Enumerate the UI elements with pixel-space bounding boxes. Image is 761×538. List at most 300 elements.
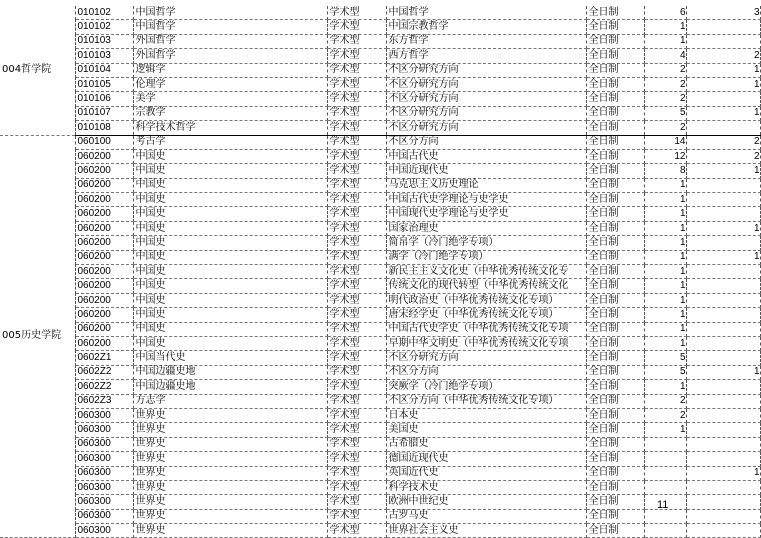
exempt-count: 1 — [686, 365, 760, 379]
research-direction: 不区分方向 — [386, 135, 586, 149]
degree-type: 学术型 — [327, 394, 386, 408]
program-code: 0602Z3 — [75, 394, 133, 408]
exempt-count — [686, 193, 760, 207]
research-direction: 中国宗教哲学 — [386, 20, 586, 34]
degree-type: 学术型 — [327, 437, 386, 451]
table-row — [0, 106, 760, 120]
degree-type: 学术型 — [327, 149, 386, 163]
exempt-count: 2 — [686, 149, 760, 163]
study-mode: 全日制 — [586, 480, 644, 494]
major-name: 方志学 — [133, 394, 327, 408]
college-name: 005历史学院 — [0, 135, 75, 538]
study-mode: 全日制 — [586, 178, 644, 192]
degree-type: 学术型 — [327, 380, 386, 394]
major-name: 中国哲学 — [133, 6, 327, 20]
quota-count: 2 — [644, 121, 686, 135]
program-code: 060200 — [75, 322, 133, 336]
major-name: 逻辑学 — [133, 63, 327, 77]
table-row — [0, 135, 760, 149]
degree-type: 学术型 — [327, 365, 386, 379]
major-name: 外国哲学 — [133, 49, 327, 63]
table-row — [0, 495, 760, 509]
exempt-count: 3 — [686, 6, 760, 20]
degree-type: 学术型 — [327, 77, 386, 91]
exempt-count — [686, 351, 760, 365]
study-mode: 全日制 — [586, 452, 644, 466]
quota-count: 1 — [644, 293, 686, 307]
program-code: 060100 — [75, 135, 133, 149]
major-name: 中国史 — [133, 293, 327, 307]
study-mode: 全日制 — [586, 20, 644, 34]
quota-count: 8 — [644, 164, 686, 178]
table-row — [0, 149, 760, 163]
quota-count — [644, 466, 686, 480]
major-name: 世界史 — [133, 423, 327, 437]
degree-type: 学术型 — [327, 250, 386, 264]
research-direction: 不区分方向 — [386, 365, 586, 379]
study-mode: 全日制 — [586, 336, 644, 350]
quota-count: 1 — [644, 193, 686, 207]
research-direction: 中国古代史学史（中华优秀传统文化专项 — [386, 322, 586, 336]
exempt-count — [686, 34, 760, 48]
quota-count — [644, 452, 686, 466]
study-mode: 全日制 — [586, 351, 644, 365]
major-name: 世界史 — [133, 408, 327, 422]
study-mode: 全日制 — [586, 509, 644, 523]
exempt-count — [686, 265, 760, 279]
study-mode: 全日制 — [586, 293, 644, 307]
research-direction: 美国史 — [386, 423, 586, 437]
research-direction: 古希腊史 — [386, 437, 586, 451]
quota-count — [644, 480, 686, 494]
program-code: 060200 — [75, 279, 133, 293]
study-mode: 全日制 — [586, 265, 644, 279]
program-code: 060300 — [75, 480, 133, 494]
table-row — [0, 452, 760, 466]
program-code: 060300 — [75, 408, 133, 422]
program-code: 060300 — [75, 466, 133, 480]
research-direction: 不区分研究方向 — [386, 77, 586, 91]
program-code: 010103 — [75, 49, 133, 63]
exempt-count — [686, 380, 760, 394]
degree-type: 学术型 — [327, 336, 386, 350]
major-name: 世界史 — [133, 509, 327, 523]
exempt-count — [686, 394, 760, 408]
study-mode: 全日制 — [586, 437, 644, 451]
study-mode: 全日制 — [586, 221, 644, 235]
quota-count: 1 — [644, 236, 686, 250]
exempt-count: 1 — [686, 106, 760, 120]
degree-type: 学术型 — [327, 6, 386, 20]
degree-type: 学术型 — [327, 164, 386, 178]
degree-type: 学术型 — [327, 524, 386, 538]
exempt-count: 1 — [686, 221, 760, 235]
program-code: 060200 — [75, 293, 133, 307]
study-mode: 全日制 — [586, 308, 644, 322]
research-direction: 科学技术史 — [386, 480, 586, 494]
major-name: 世界史 — [133, 466, 327, 480]
program-code: 060200 — [75, 178, 133, 192]
table-row — [0, 92, 760, 106]
table-row — [0, 308, 760, 322]
major-name: 中国史 — [133, 322, 327, 336]
study-mode: 全日制 — [586, 423, 644, 437]
degree-type: 学术型 — [327, 293, 386, 307]
table-row — [0, 221, 760, 235]
research-direction: 世界社会主义史 — [386, 524, 586, 538]
research-direction: 国家治理史 — [386, 221, 586, 235]
research-direction: 欧洲中世纪史 — [386, 495, 586, 509]
page-number: 11 — [657, 499, 669, 511]
degree-type: 学术型 — [327, 135, 386, 149]
program-code: 060300 — [75, 452, 133, 466]
research-direction: 中国哲学 — [386, 6, 586, 20]
quota-count: 2 — [644, 63, 686, 77]
quota-count: 1 — [644, 322, 686, 336]
degree-type: 学术型 — [327, 236, 386, 250]
table-row — [0, 509, 760, 523]
quota-count: 1 — [644, 207, 686, 221]
quota-count: 1 — [644, 279, 686, 293]
exempt-count: 1 — [686, 63, 760, 77]
exempt-count — [686, 509, 760, 523]
exempt-count: 2 — [686, 135, 760, 149]
degree-type: 学术型 — [327, 466, 386, 480]
table-row — [0, 207, 760, 221]
program-code: 060300 — [75, 437, 133, 451]
major-name: 中国史 — [133, 149, 327, 163]
research-direction: 西方哲学 — [386, 49, 586, 63]
table-row — [0, 480, 760, 494]
table-row — [0, 279, 760, 293]
research-direction: 东方哲学 — [386, 34, 586, 48]
research-direction: 唐宋经学史（中华优秀传统文化专项） — [386, 308, 586, 322]
study-mode: 全日制 — [586, 207, 644, 221]
quota-count: 2 — [644, 394, 686, 408]
program-code: 060200 — [75, 207, 133, 221]
study-mode: 全日制 — [586, 193, 644, 207]
study-mode: 全日制 — [586, 394, 644, 408]
research-direction: 不区分研究方向 — [386, 63, 586, 77]
program-code: 060300 — [75, 495, 133, 509]
quota-count: 1 — [644, 308, 686, 322]
table-row — [0, 236, 760, 250]
degree-type: 学术型 — [327, 408, 386, 422]
study-mode: 全日制 — [586, 149, 644, 163]
study-mode: 全日制 — [586, 164, 644, 178]
program-code: 060200 — [75, 221, 133, 235]
exempt-count — [686, 121, 760, 135]
major-name: 中国史 — [133, 279, 327, 293]
degree-type: 学术型 — [327, 20, 386, 34]
major-name: 中国史 — [133, 265, 327, 279]
table-row — [0, 380, 760, 394]
table-row — [0, 322, 760, 336]
program-code: 060200 — [75, 265, 133, 279]
enrollment-table — [0, 6, 761, 538]
program-code: 0602Z2 — [75, 380, 133, 394]
quota-count: 14 — [644, 135, 686, 149]
research-direction: 不区分研究方向 — [386, 92, 586, 106]
program-code: 010103 — [75, 34, 133, 48]
major-name: 伦理学 — [133, 77, 327, 91]
quota-count: 1 — [644, 423, 686, 437]
program-code: 060200 — [75, 164, 133, 178]
table-row — [0, 20, 760, 34]
study-mode: 全日制 — [586, 365, 644, 379]
quota-count: 5 — [644, 351, 686, 365]
degree-type: 学术型 — [327, 106, 386, 120]
program-code: 060200 — [75, 193, 133, 207]
research-direction: 突厥学（冷门绝学专项） — [386, 380, 586, 394]
table-row — [0, 265, 760, 279]
study-mode: 全日制 — [586, 92, 644, 106]
study-mode: 全日制 — [586, 408, 644, 422]
research-direction: 明代政治史（中华优秀传统文化专项） — [386, 293, 586, 307]
research-direction: 英国近代史 — [386, 466, 586, 480]
quota-count: 6 — [644, 6, 686, 20]
quota-count: 1 — [644, 34, 686, 48]
quota-count: 1 — [644, 20, 686, 34]
study-mode: 全日制 — [586, 121, 644, 135]
program-code: 0602Z1 — [75, 351, 133, 365]
study-mode: 全日制 — [586, 49, 644, 63]
major-name: 中国哲学 — [133, 20, 327, 34]
quota-count: 1 — [644, 221, 686, 235]
table-body — [0, 6, 760, 538]
exempt-count: 2 — [686, 49, 760, 63]
quota-count: 2 — [644, 92, 686, 106]
research-direction: 中国现代史学理论与史学史 — [386, 207, 586, 221]
exempt-count — [686, 279, 760, 293]
quota-count: 2 — [644, 408, 686, 422]
major-name: 世界史 — [133, 480, 327, 494]
table-row — [0, 63, 760, 77]
table-row — [0, 34, 760, 48]
degree-type: 学术型 — [327, 193, 386, 207]
degree-type: 学术型 — [327, 351, 386, 365]
table-row — [0, 193, 760, 207]
major-name: 世界史 — [133, 437, 327, 451]
exempt-count — [686, 423, 760, 437]
table-row — [0, 250, 760, 264]
program-code: 010107 — [75, 106, 133, 120]
exempt-count: 1 — [686, 466, 760, 480]
degree-type: 学术型 — [327, 34, 386, 48]
degree-type: 学术型 — [327, 178, 386, 192]
table-row — [0, 178, 760, 192]
research-direction: 传统文化的现代转型（中华优秀传统文化 — [386, 279, 586, 293]
research-direction: 中国古代史学理论与史学史 — [386, 193, 586, 207]
exempt-count: 1 — [686, 250, 760, 264]
degree-type: 学术型 — [327, 63, 386, 77]
major-name: 宗教学 — [133, 106, 327, 120]
table-row — [0, 365, 760, 379]
program-code: 060200 — [75, 250, 133, 264]
exempt-count — [686, 308, 760, 322]
research-direction: 中国古代史 — [386, 149, 586, 163]
exempt-count — [686, 452, 760, 466]
exempt-count — [686, 207, 760, 221]
exempt-count — [686, 236, 760, 250]
research-direction: 德国近现代史 — [386, 452, 586, 466]
degree-type: 学术型 — [327, 207, 386, 221]
major-name: 中国史 — [133, 250, 327, 264]
program-code: 010106 — [75, 92, 133, 106]
study-mode: 全日制 — [586, 250, 644, 264]
major-name: 科学技术哲学 — [133, 121, 327, 135]
research-direction: 不区分研究方向 — [386, 351, 586, 365]
major-name: 中国史 — [133, 236, 327, 250]
quota-count — [644, 437, 686, 451]
program-code: 0602Z2 — [75, 365, 133, 379]
research-direction: 不区分研究方向 — [386, 121, 586, 135]
study-mode: 全日制 — [586, 322, 644, 336]
major-name: 考古学 — [133, 135, 327, 149]
exempt-count — [686, 336, 760, 350]
research-direction: 中国近现代史 — [386, 164, 586, 178]
program-code: 010108 — [75, 121, 133, 135]
exempt-count — [686, 480, 760, 494]
program-code: 060300 — [75, 423, 133, 437]
major-name: 美学 — [133, 92, 327, 106]
study-mode: 全日制 — [586, 34, 644, 48]
degree-type: 学术型 — [327, 121, 386, 135]
major-name: 中国边疆史地 — [133, 380, 327, 394]
research-direction: 不区分方向（中华优秀传统文化专项） — [386, 394, 586, 408]
table-row — [0, 351, 760, 365]
program-code: 010104 — [75, 63, 133, 77]
major-name: 中国史 — [133, 178, 327, 192]
quota-count — [644, 524, 686, 538]
major-name: 世界史 — [133, 495, 327, 509]
table-row — [0, 466, 760, 480]
exempt-count — [686, 178, 760, 192]
quota-count: 5 — [644, 365, 686, 379]
quota-count: 1 — [644, 380, 686, 394]
degree-type: 学术型 — [327, 265, 386, 279]
program-code: 060200 — [75, 149, 133, 163]
major-name: 中国史 — [133, 308, 327, 322]
exempt-count — [686, 20, 760, 34]
table-row — [0, 293, 760, 307]
major-name: 中国史 — [133, 336, 327, 350]
major-name: 中国史 — [133, 221, 327, 235]
research-direction: 日本史 — [386, 408, 586, 422]
exempt-count — [686, 408, 760, 422]
quota-count: 2 — [644, 77, 686, 91]
program-code: 060200 — [75, 308, 133, 322]
exempt-count — [686, 293, 760, 307]
research-direction: 早期中华文明史（中华优秀传统文化专项 — [386, 336, 586, 350]
research-direction: 满学（冷门绝学专项） — [386, 250, 586, 264]
exempt-count: 1 — [686, 164, 760, 178]
study-mode: 全日制 — [586, 6, 644, 20]
major-name: 外国哲学 — [133, 34, 327, 48]
study-mode: 全日制 — [586, 380, 644, 394]
program-code: 060200 — [75, 236, 133, 250]
table-row — [0, 6, 760, 20]
study-mode: 全日制 — [586, 495, 644, 509]
research-direction: 新民主主义文化史（中华优秀传统文化专 — [386, 265, 586, 279]
major-name: 中国史 — [133, 193, 327, 207]
program-code: 060300 — [75, 509, 133, 523]
study-mode: 全日制 — [586, 524, 644, 538]
table-row — [0, 121, 760, 135]
research-direction: 马克思主义历史理论 — [386, 178, 586, 192]
program-code: 060300 — [75, 524, 133, 538]
program-code: 010105 — [75, 77, 133, 91]
research-direction: 简帛学（冷门绝学专项） — [386, 236, 586, 250]
major-name: 世界史 — [133, 524, 327, 538]
degree-type: 学术型 — [327, 308, 386, 322]
major-name: 中国史 — [133, 207, 327, 221]
program-code: 060200 — [75, 336, 133, 350]
degree-type: 学术型 — [327, 509, 386, 523]
degree-type: 学术型 — [327, 452, 386, 466]
quota-count: 12 — [644, 149, 686, 163]
degree-type: 学术型 — [327, 221, 386, 235]
degree-type: 学术型 — [327, 279, 386, 293]
table-row — [0, 524, 760, 538]
program-code: 010102 — [75, 6, 133, 20]
quota-count: 1 — [644, 178, 686, 192]
research-direction: 不区分研究方向 — [386, 106, 586, 120]
research-direction: 古罗马史 — [386, 509, 586, 523]
table-row — [0, 164, 760, 178]
quota-count: 5 — [644, 106, 686, 120]
study-mode: 全日制 — [586, 135, 644, 149]
degree-type: 学术型 — [327, 322, 386, 336]
table-row — [0, 423, 760, 437]
study-mode: 全日制 — [586, 236, 644, 250]
major-name: 中国当代史 — [133, 351, 327, 365]
degree-type: 学术型 — [327, 49, 386, 63]
program-code: 010102 — [75, 20, 133, 34]
college-name: 004哲学院 — [0, 6, 75, 135]
degree-type: 学术型 — [327, 92, 386, 106]
study-mode: 全日制 — [586, 106, 644, 120]
degree-type: 学术型 — [327, 480, 386, 494]
quota-count: 1 — [644, 265, 686, 279]
study-mode: 全日制 — [586, 63, 644, 77]
exempt-count — [686, 322, 760, 336]
table-row — [0, 437, 760, 451]
study-mode: 全日制 — [586, 466, 644, 480]
table-row — [0, 394, 760, 408]
quota-count: 4 — [644, 49, 686, 63]
degree-type: 学术型 — [327, 423, 386, 437]
study-mode: 全日制 — [586, 77, 644, 91]
quota-count: 1 — [644, 250, 686, 264]
exempt-count — [686, 437, 760, 451]
study-mode: 全日制 — [586, 279, 644, 293]
exempt-count — [686, 92, 760, 106]
exempt-count: 1 — [686, 77, 760, 91]
exempt-count — [686, 495, 760, 509]
table-row — [0, 49, 760, 63]
major-name: 中国边疆史地 — [133, 365, 327, 379]
major-name: 中国史 — [133, 164, 327, 178]
table-row — [0, 336, 760, 350]
major-name: 世界史 — [133, 452, 327, 466]
degree-type: 学术型 — [327, 495, 386, 509]
quota-count: 1 — [644, 336, 686, 350]
table-row — [0, 77, 760, 91]
quota-count — [644, 509, 686, 523]
exempt-count — [686, 524, 760, 538]
table-row — [0, 408, 760, 422]
